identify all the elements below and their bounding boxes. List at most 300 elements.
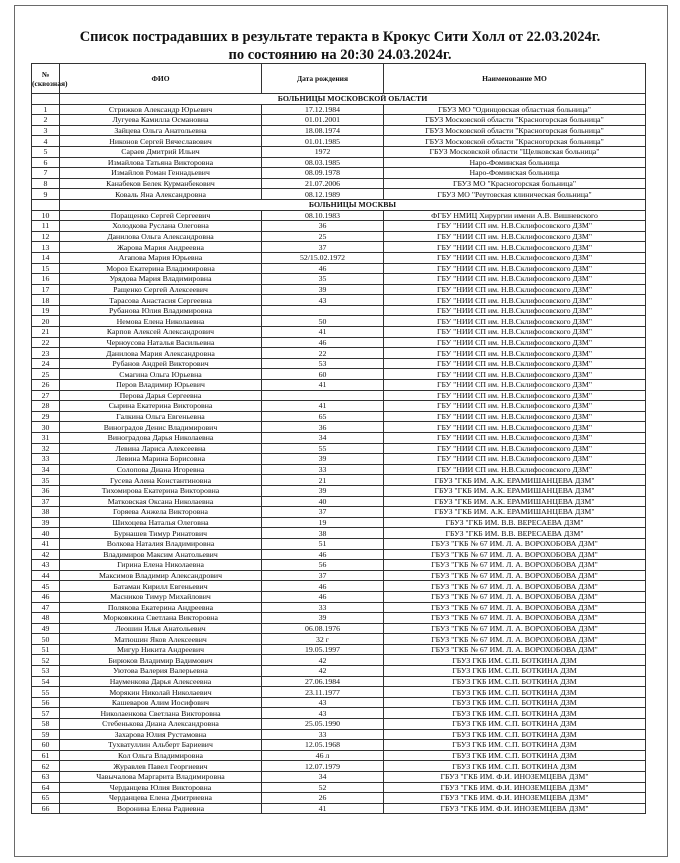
row-number: 63	[32, 772, 60, 783]
birth-date: 52/15.02.1972	[262, 252, 384, 263]
row-number: 19	[32, 305, 60, 316]
row-number: 51	[32, 644, 60, 655]
birth-date: 17.12.1984	[262, 104, 384, 115]
row-number: 4	[32, 136, 60, 147]
hospital-name: ГБУЗ ГКБ ИМ. С.П. БОТКИНА ДЗМ	[384, 740, 646, 751]
hospital-name: ГБУЗ "ГКБ ИМ. Ф.И. ИНОЗЕМЦЕВА ДЗМ"	[384, 782, 646, 793]
birth-date	[262, 305, 384, 316]
hospital-name: ГБУЗ ГКБ ИМ. С.П. БОТКИНА ДЗМ	[384, 697, 646, 708]
row-number: 23	[32, 348, 60, 359]
table-row	[32, 210, 646, 221]
person-name: Владимиров Максим Анатольевич	[60, 549, 262, 560]
row-number: 57	[32, 708, 60, 719]
table-row	[32, 337, 646, 348]
row-number: 8	[32, 178, 60, 189]
hospital-name: ГБУ "НИИ СП им. Н.В.Склифосовского ДЗМ"	[384, 369, 646, 380]
hospital-name: ГБУЗ ГКБ ИМ. С.П. БОТКИНА ДЗМ	[384, 761, 646, 772]
table-row	[32, 697, 646, 708]
table-row	[32, 803, 646, 814]
person-name: Морковкина Светлана Викторовна	[60, 613, 262, 624]
section-title: БОЛЬНИЦЫ МОСКОВСКОЙ ОБЛАСТИ	[60, 94, 646, 105]
row-number: 39	[32, 517, 60, 528]
birth-date: 39	[262, 284, 384, 295]
row-number: 6	[32, 157, 60, 168]
hospital-name: ГБУЗ "ГКБ ИМ. В.В. ВЕРЕСАЕВА ДЗМ"	[384, 528, 646, 539]
person-name: Журавлев Павел Георгиевич	[60, 761, 262, 772]
person-name: Уютова Валерия Валерьевна	[60, 666, 262, 677]
row-number: 54	[32, 676, 60, 687]
hospital-name: ГБУ "НИИ СП им. Н.В.Склифосовского ДЗМ"	[384, 422, 646, 433]
row-number: 40	[32, 528, 60, 539]
person-name: Кол Ольга Владимировна	[60, 750, 262, 761]
hospital-name: ГБУЗ ГКБ ИМ. С.П. БОТКИНА ДЗМ	[384, 666, 646, 677]
hospital-name: ГБУ "НИИ СП им. Н.В.Склифосовского ДЗМ"	[384, 231, 646, 242]
person-name: Гирина Елена Николаевна	[60, 560, 262, 571]
hospital-name: ГБУЗ "ГКБ ИМ. А.К. ЕРАМИШАНЦЕВА ДЗМ"	[384, 507, 646, 518]
birth-date: 36	[262, 422, 384, 433]
person-name: Виноградов Денис Владимирович	[60, 422, 262, 433]
hospital-name: ГБУ "НИИ СП им. Н.В.Склифосовского ДЗМ"	[384, 263, 646, 274]
table-row	[32, 560, 646, 571]
hospital-name: ГБУ "НИИ СП им. Н.В.Склифосовского ДЗМ"	[384, 433, 646, 444]
row-number: 32	[32, 443, 60, 454]
person-name: Левина Лариса Алексеевна	[60, 443, 262, 454]
hospital-name: ГБУЗ ГКБ ИМ. С.П. БОТКИНА ДЗМ	[384, 750, 646, 761]
hospital-name: ГБУ "НИИ СП им. Н.В.Склифосовского ДЗМ"	[384, 252, 646, 263]
hospital-name: ГБУЗ МО "Реутовская клиническая больница"	[384, 189, 646, 200]
birth-date: 46	[262, 581, 384, 592]
hospital-name: ГБУЗ "ГКБ ИМ. В.В. ВЕРЕСАЕВА ДЗМ"	[384, 517, 646, 528]
row-number: 62	[32, 761, 60, 772]
person-name: Стебенькова Диана Александровна	[60, 719, 262, 730]
row-number: 5	[32, 146, 60, 157]
hospital-name: ГБУЗ ГКБ ИМ. С.П. БОТКИНА ДЗМ	[384, 729, 646, 740]
person-name: Левина Марина Борисовна	[60, 454, 262, 465]
hospital-name: ГБУЗ ГКБ ИМ. С.П. БОТКИНА ДЗМ	[384, 708, 646, 719]
person-name: Немова Елена Николаевна	[60, 316, 262, 327]
hospital-name: Наро-Фоминская больница	[384, 157, 646, 168]
birth-date: 34	[262, 433, 384, 444]
birth-date: 56	[262, 560, 384, 571]
hospital-name: ГБУЗ "ГКБ ИМ. Ф.И. ИНОЗЕМЦЕВА ДЗМ"	[384, 803, 646, 814]
person-name: Рубанова Юлия Владимировна	[60, 305, 262, 316]
row-number: 64	[32, 782, 60, 793]
hospital-name: ГБУЗ Московской области "Щелковская больница"	[384, 146, 646, 157]
birth-date: 12.07.1979	[262, 761, 384, 772]
birth-date: 23.11.1977	[262, 687, 384, 698]
table-row	[32, 485, 646, 496]
person-name: Жарова Мария Андреевна	[60, 242, 262, 253]
birth-date: 25	[262, 231, 384, 242]
row-number: 20	[32, 316, 60, 327]
table-row	[32, 475, 646, 486]
row-number: 38	[32, 507, 60, 518]
table-row	[32, 644, 646, 655]
birth-date: 01.01.2001	[262, 115, 384, 126]
hospital-name: ГБУ "НИИ СП им. Н.В.Склифосовского ДЗМ"	[384, 348, 646, 359]
person-name: Данилова Мария Александровна	[60, 348, 262, 359]
table-row	[32, 687, 646, 698]
table-row	[32, 528, 646, 539]
birth-date: 46	[262, 263, 384, 274]
row-number: 50	[32, 634, 60, 645]
person-name: Николаенкова Светлана Викторовна	[60, 708, 262, 719]
birth-date: 1972	[262, 146, 384, 157]
row-number: 24	[32, 358, 60, 369]
table-row	[32, 305, 646, 316]
person-name: Полякова Екатерина Андреевна	[60, 602, 262, 613]
table-row	[32, 284, 646, 295]
table-row	[32, 591, 646, 602]
birth-date: 40	[262, 496, 384, 507]
person-name: Мигур Никита Андреевич	[60, 644, 262, 655]
birth-date: 39	[262, 485, 384, 496]
birth-date: 41	[262, 401, 384, 412]
hospital-name: ГБУЗ "ГКБ № 67 ИМ. Л. А. ВОРОХОБОВА ДЗМ"	[384, 538, 646, 549]
table-row	[32, 581, 646, 592]
table-row	[32, 729, 646, 740]
row-number: 25	[32, 369, 60, 380]
title-line-1: Список пострадавших в результате теракта в Крокус Сити Холл от 22.03.2024г.	[79, 29, 601, 45]
row-number: 21	[32, 327, 60, 338]
person-name: Захарова Юлия Рустамовна	[60, 729, 262, 740]
row-number: 44	[32, 570, 60, 581]
person-name: Тухватуллин Альберт Бариевич	[60, 740, 262, 751]
person-name: Чавычалова Маргарита Владимировна	[60, 772, 262, 783]
row-number: 13	[32, 242, 60, 253]
table-row	[32, 380, 646, 391]
person-name: Сырина Екатерина Викторовна	[60, 401, 262, 412]
row-number: 60	[32, 740, 60, 751]
person-name: Кашеваров Алим Иосифович	[60, 697, 262, 708]
row-number: 12	[32, 231, 60, 242]
birth-date: 34	[262, 772, 384, 783]
person-name: Черданцева Елена Дмитриевна	[60, 793, 262, 804]
table-row	[32, 740, 646, 751]
row-number: 37	[32, 496, 60, 507]
person-name: Науменкова Дарья Алексеевна	[60, 676, 262, 687]
table-row	[32, 146, 646, 157]
row-number: 41	[32, 538, 60, 549]
hospital-name: ГБУЗ "ГКБ № 67 ИМ. Л. А. ВОРОХОБОВА ДЗМ"	[384, 602, 646, 613]
hospital-name: ГБУЗ "ГКБ № 67 ИМ. Л. А. ВОРОХОБОВА ДЗМ"	[384, 634, 646, 645]
birth-date: 43	[262, 708, 384, 719]
row-number: 47	[32, 602, 60, 613]
birth-date: 33	[262, 464, 384, 475]
hospital-name: ГБУЗ "ГКБ № 67 ИМ. Л. А. ВОРОХОБОВА ДЗМ"	[384, 591, 646, 602]
row-number: 42	[32, 549, 60, 560]
row-number: 43	[32, 560, 60, 571]
birth-date: 41	[262, 327, 384, 338]
hospital-name: ГБУЗ "ГКБ ИМ. Ф.И. ИНОЗЕМЦЕВА ДЗМ"	[384, 772, 646, 783]
table-row	[32, 761, 646, 772]
row-number: 35	[32, 475, 60, 486]
birth-date: 41	[262, 803, 384, 814]
person-name: Данилова Ольга Александровна	[60, 231, 262, 242]
birth-date: 21.07.2006	[262, 178, 384, 189]
person-name: Стрижков Александр Юрьевич	[60, 104, 262, 115]
table-row	[32, 655, 646, 666]
hospital-name: ГБУЗ МО "Одинцовская областная больница"	[384, 104, 646, 115]
person-name: Рубанов Андрей Викторович	[60, 358, 262, 369]
birth-date: 33	[262, 602, 384, 613]
row-number: 2	[32, 115, 60, 126]
table-row	[32, 496, 646, 507]
row-number: 17	[32, 284, 60, 295]
table-row	[32, 125, 646, 136]
birth-date: 37	[262, 570, 384, 581]
person-name: Батаман Кирилл Евгеньевич	[60, 581, 262, 592]
hospital-name: ГБУ "НИИ СП им. Н.В.Склифосовского ДЗМ"	[384, 221, 646, 232]
header-number: № (сквозная)	[32, 64, 60, 94]
hospital-name: ГБУЗ "ГКБ № 67 ИМ. Л. А. ВОРОХОБОВА ДЗМ"	[384, 581, 646, 592]
row-number: 58	[32, 719, 60, 730]
header-birthdate: Дата рождения	[262, 64, 384, 94]
table-row	[32, 772, 646, 783]
section-row	[32, 94, 646, 105]
birth-date: 46 л	[262, 750, 384, 761]
person-name: Бирюков Владимир Вадимович	[60, 655, 262, 666]
person-name: Карпов Алексей Александрович	[60, 327, 262, 338]
hospital-name: ГБУЗ "ГКБ № 67 ИМ. Л. А. ВОРОХОБОВА ДЗМ"	[384, 644, 646, 655]
person-name: Виноградова Дарья Николаевна	[60, 433, 262, 444]
person-name: Галкина Ольга Евгеньевна	[60, 411, 262, 422]
birth-date: 32 г	[262, 634, 384, 645]
table-row	[32, 231, 646, 242]
hospital-name: ГБУЗ ГКБ ИМ. С.П. БОТКИНА ДЗМ	[384, 655, 646, 666]
table-row	[32, 793, 646, 804]
person-name: Морякин Николай Николаевич	[60, 687, 262, 698]
person-name: Шихоцева Наталья Олеговна	[60, 517, 262, 528]
birth-date: 43	[262, 697, 384, 708]
birth-date: 52	[262, 782, 384, 793]
person-name: Урядова Мария Владимировна	[60, 274, 262, 285]
hospital-name: ГБУЗ "ГКБ № 67 ИМ. Л. А. ВОРОХОБОВА ДЗМ"	[384, 560, 646, 571]
table-row	[32, 411, 646, 422]
hospital-name: ГБУЗ "ГКБ ИМ. А.К. ЕРАМИШАНЦЕВА ДЗМ"	[384, 475, 646, 486]
person-name: Матковская Оксана Николаевна	[60, 496, 262, 507]
row-number: 22	[32, 337, 60, 348]
person-name: Волкова Наталия Владимировна	[60, 538, 262, 549]
person-name: Сараев Дмитрий Ильич	[60, 146, 262, 157]
birth-date	[262, 390, 384, 401]
row-number: 48	[32, 613, 60, 624]
person-name: Тихомирова Екатерина Викторовна	[60, 485, 262, 496]
row-number: 56	[32, 697, 60, 708]
table-row	[32, 433, 646, 444]
hospital-name: ГБУ "НИИ СП им. Н.В.Склифосовского ДЗМ"	[384, 443, 646, 454]
table-row	[32, 634, 646, 645]
table-body	[32, 94, 646, 814]
birth-date: 46	[262, 591, 384, 602]
row-number: 18	[32, 295, 60, 306]
person-name: Леошин Илья Анатольевич	[60, 623, 262, 634]
row-number: 55	[32, 687, 60, 698]
hospital-name: ГБУЗ "ГКБ № 67 ИМ. Л. А. ВОРОХОБОВА ДЗМ"	[384, 613, 646, 624]
hospital-name: ГБУЗ "ГКБ № 67 ИМ. Л. А. ВОРОХОБОВА ДЗМ"	[384, 623, 646, 634]
birth-date: 51	[262, 538, 384, 549]
table-row	[32, 602, 646, 613]
row-number: 26	[32, 380, 60, 391]
person-name: Воронина Елена Радиевна	[60, 803, 262, 814]
row-number: 16	[32, 274, 60, 285]
hospital-name: ГБУ "НИИ СП им. Н.В.Склифосовского ДЗМ"	[384, 411, 646, 422]
header-hospital: Наименование МО	[384, 64, 646, 94]
table-row	[32, 782, 646, 793]
table-row	[32, 454, 646, 465]
table-row	[32, 252, 646, 263]
birth-date: 08.12.1989	[262, 189, 384, 200]
birth-date: 26	[262, 793, 384, 804]
row-number: 28	[32, 401, 60, 412]
birth-date: 41	[262, 380, 384, 391]
person-name: Зайцева Ольга Анатольевна	[60, 125, 262, 136]
person-name: Канабеков Белек Курманбекович	[60, 178, 262, 189]
person-name: Холодкова Руслана Олеговна	[60, 221, 262, 232]
table-row	[32, 507, 646, 518]
row-number: 34	[32, 464, 60, 475]
person-name: Измайлова Татьяна Викторовна	[60, 157, 262, 168]
table-row	[32, 613, 646, 624]
person-name: Коваль Яна Александровна	[60, 189, 262, 200]
person-name: Масников Тимур Михайлович	[60, 591, 262, 602]
hospital-name: ГБУ "НИИ СП им. Н.В.Склифосовского ДЗМ"	[384, 316, 646, 327]
birth-date: 22	[262, 348, 384, 359]
row-number: 33	[32, 454, 60, 465]
hospital-name: ГБУ "НИИ СП им. Н.В.Склифосовского ДЗМ"	[384, 390, 646, 401]
table-row	[32, 422, 646, 433]
person-name: Черданцева Юлия Викторовна	[60, 782, 262, 793]
birth-date: 18.08.1974	[262, 125, 384, 136]
row-number: 15	[32, 263, 60, 274]
person-name: Поращенко Сергей Сергеевич	[60, 210, 262, 221]
hospital-name: ГБУ "НИИ СП им. Н.В.Склифосовского ДЗМ"	[384, 401, 646, 412]
person-name: Матюшин Яков Алексеевич	[60, 634, 262, 645]
birth-date: 37	[262, 507, 384, 518]
table-row	[32, 750, 646, 761]
table-row	[32, 136, 646, 147]
hospital-name: ГБУЗ Московской области "Красногорская больница"	[384, 125, 646, 136]
table-row	[32, 295, 646, 306]
hospital-name: ГБУЗ "ГКБ № 67 ИМ. Л. А. ВОРОХОБОВА ДЗМ"	[384, 570, 646, 581]
birth-date: 65	[262, 411, 384, 422]
hospital-name: ГБУЗ ГКБ ИМ. С.П. БОТКИНА ДЗМ	[384, 676, 646, 687]
person-name: Смагина Ольга Юрьевна	[60, 369, 262, 380]
table-row	[32, 464, 646, 475]
birth-date: 42	[262, 666, 384, 677]
table-row	[32, 708, 646, 719]
birth-date: 08.10.1983	[262, 210, 384, 221]
hospital-name: ГБУЗ МО "Красногорская больница"	[384, 178, 646, 189]
table-row	[32, 104, 646, 115]
table-row	[32, 189, 646, 200]
row-number: 10	[32, 210, 60, 221]
hospital-name: ГБУ "НИИ СП им. Н.В.Склифосовского ДЗМ"	[384, 327, 646, 338]
hospital-name: ГБУ "НИИ СП им. Н.В.Склифосовского ДЗМ"	[384, 242, 646, 253]
row-number: 46	[32, 591, 60, 602]
hospital-name: Наро-Фоминская больница	[384, 168, 646, 179]
hospital-name: ГБУЗ "ГКБ ИМ. А.К. ЕРАМИШАНЦЕВА ДЗМ"	[384, 496, 646, 507]
birth-date: 08.03.1985	[262, 157, 384, 168]
row-number: 61	[32, 750, 60, 761]
row-number: 11	[32, 221, 60, 232]
hospital-name: ГБУ "НИИ СП им. Н.В.Склифосовского ДЗМ"	[384, 454, 646, 465]
document-title	[0, 28, 680, 64]
table-row	[32, 401, 646, 412]
row-number: 3	[32, 125, 60, 136]
birth-date: 33	[262, 729, 384, 740]
row-number: 27	[32, 390, 60, 401]
table-row	[32, 221, 646, 232]
hospital-name: ГБУ "НИИ СП им. Н.В.Склифосовского ДЗМ"	[384, 464, 646, 475]
table-header-row	[32, 64, 646, 94]
victims-table	[31, 63, 646, 814]
birth-date: 01.01.1985	[262, 136, 384, 147]
row-number: 36	[32, 485, 60, 496]
row-number: 1	[32, 104, 60, 115]
table-row	[32, 178, 646, 189]
section-title: БОЛЬНИЦЫ МОСКВЫ	[60, 199, 646, 210]
table-row	[32, 390, 646, 401]
birth-date: 46	[262, 337, 384, 348]
table-row	[32, 115, 646, 126]
table-row	[32, 517, 646, 528]
person-name: Максимов Владимир Александрович	[60, 570, 262, 581]
person-name: Никонов Сергей Вячеславович	[60, 136, 262, 147]
hospital-name: ГБУЗ "ГКБ № 67 ИМ. Л. А. ВОРОХОБОВА ДЗМ"	[384, 549, 646, 560]
row-number: 14	[32, 252, 60, 263]
birth-date: 25.05.1990	[262, 719, 384, 730]
row-number: 66	[32, 803, 60, 814]
hospital-name: ГБУЗ ГКБ ИМ. С.П. БОТКИНА ДЗМ	[384, 719, 646, 730]
table-row	[32, 549, 646, 560]
birth-date: 46	[262, 549, 384, 560]
header-name: ФИО	[60, 64, 262, 94]
section-number-cell	[32, 199, 60, 210]
table-row	[32, 168, 646, 179]
table-row	[32, 358, 646, 369]
birth-date: 27.06.1984	[262, 676, 384, 687]
birth-date: 21	[262, 475, 384, 486]
table-row	[32, 538, 646, 549]
person-name: Мороз Екатерина Владимировна	[60, 263, 262, 274]
hospital-name: ГБУЗ "ГКБ ИМ. А.К. ЕРАМИШАНЦЕВА ДЗМ"	[384, 485, 646, 496]
birth-date: 37	[262, 242, 384, 253]
hospital-name: ГБУ "НИИ СП им. Н.В.Склифосовского ДЗМ"	[384, 358, 646, 369]
title-line-2: по состоянию на 20:30 24.03.2024г.	[228, 47, 452, 63]
row-number: 53	[32, 666, 60, 677]
table-row	[32, 719, 646, 730]
row-number: 45	[32, 581, 60, 592]
hospital-name: ГБУ "НИИ СП им. Н.В.Склифосовского ДЗМ"	[384, 380, 646, 391]
hospital-name: ГБУЗ ГКБ ИМ. С.П. БОТКИНА ДЗМ	[384, 687, 646, 698]
row-number: 9	[32, 189, 60, 200]
row-number: 65	[32, 793, 60, 804]
person-name: Перов Владимир Юрьевич	[60, 380, 262, 391]
person-name: Агапова Мария Юрьевна	[60, 252, 262, 263]
person-name: Измайлов Роман Геннадьевич	[60, 168, 262, 179]
birth-date: 08.09.1978	[262, 168, 384, 179]
birth-date: 19	[262, 517, 384, 528]
person-name: Черноусова Наталья Васильевна	[60, 337, 262, 348]
hospital-name: ГБУ "НИИ СП им. Н.В.Склифосовского ДЗМ"	[384, 305, 646, 316]
table-row	[32, 570, 646, 581]
person-name: Солопова Диана Игоревна	[60, 464, 262, 475]
table-row	[32, 157, 646, 168]
table-row	[32, 242, 646, 253]
row-number: 59	[32, 729, 60, 740]
table-row	[32, 263, 646, 274]
